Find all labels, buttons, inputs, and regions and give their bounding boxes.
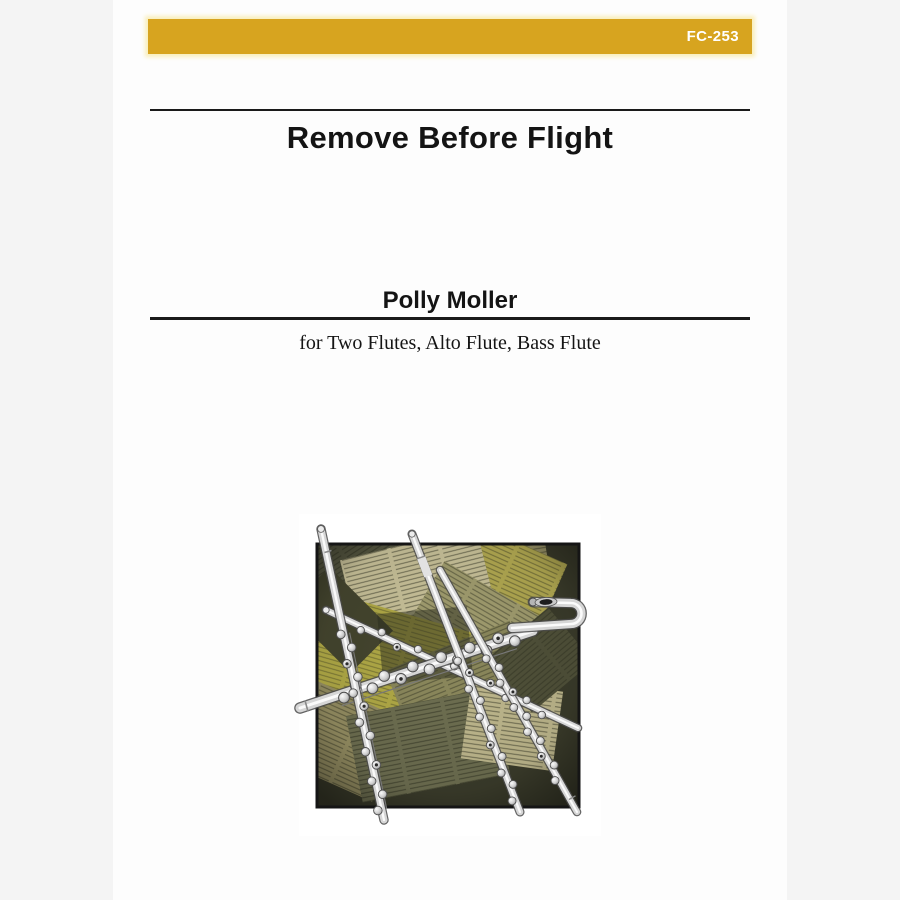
divider-line-bottom (150, 317, 750, 320)
piece-title: Remove Before Flight (286, 120, 614, 155)
composer-name: Polly Moller (382, 287, 518, 314)
instrumentation-text: for Two Flutes, Alto Flute, Bass Flute (299, 332, 601, 354)
catalog-banner (148, 19, 752, 54)
flutes-collage-illustration (285, 505, 615, 850)
catalog-number: FC-253 (686, 28, 739, 45)
divider-line-top (150, 109, 750, 111)
cover-photo (285, 505, 615, 850)
